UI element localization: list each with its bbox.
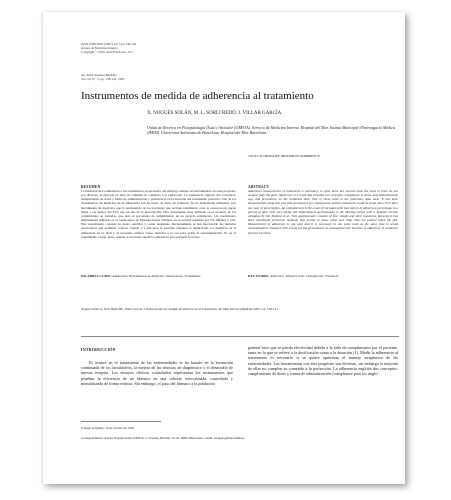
citation: Nogués Solán X, Sorlí Redó ML, Villar García J. Instrumentos de medida de adherencia al tratamiento. An Med Interna (Madrid) 2007; 24: 138-141. xyxy=(81,307,279,311)
keywords-es-label: PALABRAS CLAVE: xyxy=(81,274,112,278)
keywords-es xyxy=(81,274,236,278)
author-affiliation: Unitat de Recerca en Fisiopatologia Òssia i Articular (URFOA). Servicio de Medicina Interna. Hospital del Mar. Institut Municipal d'Investigació Mèdica (IMIM). Universitat Autònoma de Barcelona. Hospital del Mar. Barcelona xyxy=(147,125,395,135)
journal-reference xyxy=(81,73,201,81)
keywords-es-text: Adherencia. Herramientas de medición. Osteoporosis. Tratamiento. xyxy=(112,274,202,278)
issn-line: ISSN 1699-3055 (2007) 24: 3 pp 136-141 xyxy=(81,42,137,46)
resumen-text: La medición de la adherencia a los tratamientos es necesaria, sin embargo aunque las herramientas con este propósito son diversas, la mayoría de ellas no cumplen su cometido a la perfección. La adherencia engloba dos conceptos: cumplimiento de dosis y forma de administración y persistencia en la duración del tratamiento prescrito. Uno de los instrumentos de medición de la adherencia son las bases de datos de farmacia. Se ha demostrado utilizando esta herramienta de medición que la persistencia de las pacientes que reciben tratamiento para la osteoporosis puede llegar a ser menor del 25% tras un año de la prescripción. Otro instrumento muy utilizado es el recuento de los comprimidos no tomados, que dará el porcentaje de cumplimiento en un periodo establecido. Un cuestionario ampliamente utilizado es el cuestionario de Morisky-Green validado en su versión española por Val Jiménez y cols. Este cuestionario consiste en cuatro sencillas y cortas preguntas. Recientemente se han introducido los métodos electrónicos que permiten conocer cuándo y a qué hora el paciente adquiere la medicación. La medición de la adherencia no es fácil y es necesario utilizar varios métodos a la vez para evitar la sobreestimación. Es en el seguimiento a largo plazo cuando es necesario medir la adherencia para prevenir fracturas. xyxy=(81,189,236,239)
abstract-text: Adherence measurement of treatments is necessary, in spite there are several tools the most of them do not achieve fully the goal. Adherence is a word that includes two concepts; compliance to doses and administration way and persistence on the treatment time. One of these tools is the pharmacy data base. It has been demonstrated using this tool that persistence for osteoporosis patient treatments could be fewer than 25% after one year of prescription. An extended tool is the count of not taken pills that inform of adherence percentage in a period of time. One very useful self administered questionnaire is the Morisky-Green with a Spanish version validated by Val Jiménez et al. This questionnaire consists of four simple and short questions. Recently it has been introduced electronic methods that permit to know when and what time the patient takes the pill. Measurement of adherence is not easy and it is necessary to use some tools at the same time to avoid overestimation. Diseases with a long period of treatment as osteoporosis the increase of adherence is needed to prevent fractures. xyxy=(248,189,398,235)
accepted-date: Trabajo aceptado: 19 de octubre de 2006 xyxy=(81,426,134,430)
copyright-line: Copyright © 2007 Arán Ediciones, S.L. xyxy=(81,50,134,55)
section-divider xyxy=(81,336,399,337)
body-column-right xyxy=(248,345,398,376)
abstract-heading: ABSTRACT xyxy=(248,185,270,189)
keywords-en-text: Adherence. Measure tools. Osteoporosis. Treatment. xyxy=(270,274,340,278)
resumen-heading: RESUMEN xyxy=(81,185,101,189)
resumen-section xyxy=(81,185,236,239)
body-text-left: El avance en el tratamiento de las enfermedades se ha basado en la formación continuada de los facultativos, la mejora de las técnicas de diagnóstico y el desarrollo de nuevas terapias. Los ensayos clínicos controlados representan los instrumentos que prueban la eficiencia de un fármaco en una cohorte seleccionada, controlada y monitorizada de forma estricta. Sin embargo, el paso del fármaco a la población xyxy=(81,360,233,386)
journal-name: Anales de Medicina Interna xyxy=(81,46,118,51)
english-title: TOOLS TO MEASURE TREATMENT ADHERENCE xyxy=(248,154,320,158)
journal-header xyxy=(81,42,201,55)
body-text-right: general hace que se pierda efectividad debido a la falta de cumplimiento por el paciente, tanto en lo que se refiere a la dosificación como a la duración (1). Medir la adherencia al tratamiento es necesario si se quiere optimizar el manejo terapéutico de las enfermedades. Las herramientas con este propósito son diversas, sin embargo la mayoría de ellas no cumplen su cometido a la perfección. La adherencia engloba dos conceptos: cumplimiento de dosis y forma de administración (compliance para los anglo- xyxy=(248,345,398,377)
journal-page xyxy=(43,12,405,484)
article-authors: X. NOGUÉS SOLÁN, M. L. SORLI REDÓ, J. VILLAR GARCÍA xyxy=(147,111,282,116)
correspondence: Correspondencia: Xavier Nogués Solán. URFOA. C/ Passeig Marítim, 25-29. 08003 Barcelona. e-mail: xnogues@imas.imim.es xyxy=(81,436,245,440)
abstract-section xyxy=(248,185,398,235)
introduccion-heading: INTRODUCCIÓN xyxy=(81,347,116,352)
body-column-left xyxy=(81,360,233,386)
reference-line-1: An. Med. Interna (Madrid) xyxy=(81,73,117,77)
reference-line-2: Vol. 24, N.º 3, pp. 136-141, 2007 xyxy=(81,77,125,82)
footnote-divider xyxy=(81,421,161,422)
article-title: Instrumentos de medida de adherencia al tratamiento xyxy=(81,90,314,102)
keywords-en-label: KEY WORDS: xyxy=(248,274,270,278)
keywords-en xyxy=(248,274,398,278)
